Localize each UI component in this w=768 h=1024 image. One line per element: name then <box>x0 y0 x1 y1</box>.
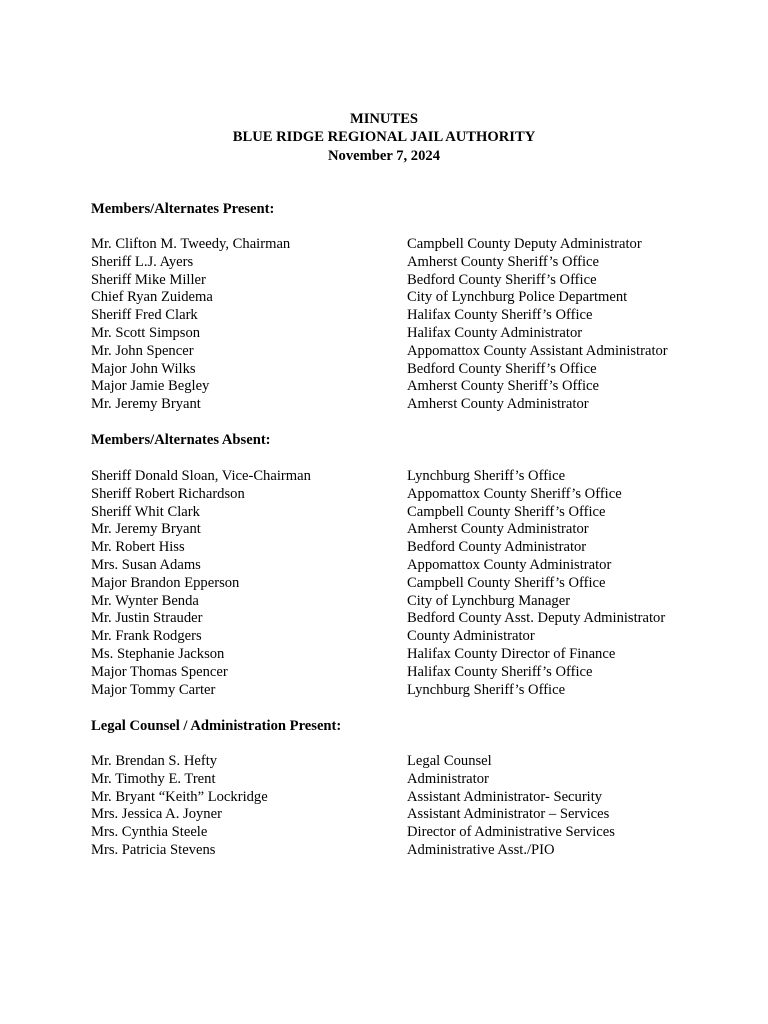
attendee-affiliation: Administrator <box>407 770 489 787</box>
attendee-name: Mrs. Cynthia Steele <box>91 824 208 841</box>
attendee-affiliation: Amherst County Administrator <box>407 521 589 538</box>
attendee-row <box>91 361 731 379</box>
attendee-row <box>91 575 731 593</box>
attendee-row <box>91 664 731 682</box>
attendee-affiliation: Administrative Asst./PIO <box>407 841 555 858</box>
attendee-affiliation: Halifax County Director of Finance <box>407 645 616 662</box>
present-heading: Members/Alternates Present: <box>91 201 275 217</box>
attendee-affiliation: Appomattox County Administrator <box>407 556 612 573</box>
document-header <box>0 110 768 165</box>
attendee-affiliation: Halifax County Sheriff’s Office <box>407 663 593 680</box>
attendee-affiliation: Assistant Administrator – Services <box>407 806 610 823</box>
attendee-name: Sheriff Donald Sloan, Vice-Chairman <box>91 468 311 484</box>
attendee-row <box>91 789 731 807</box>
attendee-name: Mrs. Jessica A. Joyner <box>91 806 222 823</box>
attendee-row <box>91 646 731 664</box>
attendee-row <box>91 682 731 700</box>
attendee-affiliation: Appomattox County Assistant Administrator <box>407 342 668 359</box>
attendee-row <box>91 378 731 396</box>
attendee-affiliation: Amherst County Sheriff’s Office <box>407 253 599 270</box>
attendee-affiliation: Campbell County Deputy Administrator <box>407 236 642 252</box>
meeting-date: November 7, 2024 <box>327 147 440 164</box>
attendee-name: Mr. Brendan S. Hefty <box>91 753 218 769</box>
attendee-affiliation: Bedford County Sheriff’s Office <box>407 360 597 377</box>
attendee-name: Sheriff Robert Richardson <box>91 485 245 502</box>
attendee-row <box>91 753 731 771</box>
attendee-name: Mr. Robert Hiss <box>91 539 185 556</box>
attendee-affiliation: Director of Administrative Services <box>407 824 615 841</box>
attendee-affiliation: Halifax County Administrator <box>407 324 583 341</box>
attendee-name: Mr. Scott Simpson <box>91 324 201 341</box>
attendee-row <box>91 842 731 860</box>
absent-list <box>91 468 731 699</box>
attendee-name: Sheriff Whit Clark <box>91 503 200 520</box>
attendee-name: Major Thomas Spencer <box>91 663 228 680</box>
attendee-row <box>91 254 731 272</box>
attendee-row <box>91 824 731 842</box>
legal-list <box>91 753 731 860</box>
attendee-affiliation: Lynchburg Sheriff’s Office <box>407 468 566 484</box>
absent-heading: Members/Alternates Absent: <box>91 432 271 448</box>
present-list <box>91 236 731 414</box>
attendee-name: Mr. Jeremy Bryant <box>91 521 201 538</box>
attendee-affiliation: Campbell County Sheriff’s Office <box>407 503 606 520</box>
attendee-affiliation: Bedford County Sheriff’s Office <box>407 271 597 288</box>
attendee-name: Mr. Justin Strauder <box>91 610 203 627</box>
attendee-row <box>91 806 731 824</box>
attendee-row <box>91 521 731 539</box>
attendee-affiliation: Lynchburg Sheriff’s Office <box>407 681 566 698</box>
attendee-name: Mr. John Spencer <box>91 342 194 359</box>
attendee-row <box>91 539 731 557</box>
attendee-name: Sheriff L.J. Ayers <box>91 253 194 270</box>
attendee-affiliation: County Administrator <box>407 628 535 645</box>
attendee-row <box>91 593 731 611</box>
attendee-name: Mr. Bryant “Keith” Lockridge <box>91 788 268 805</box>
attendee-affiliation: Campbell County Sheriff’s Office <box>407 574 606 591</box>
attendee-name: Major Brandon Epperson <box>91 574 240 591</box>
attendee-row <box>91 771 731 789</box>
attendee-row <box>91 557 731 575</box>
attendee-name: Mr. Clifton M. Tweedy, Chairman <box>91 236 291 252</box>
attendee-name: Major Jamie Begley <box>91 378 210 395</box>
attendee-affiliation: Bedford County Administrator <box>407 539 587 556</box>
attendee-row <box>91 236 731 254</box>
attendee-name: Mrs. Patricia Stevens <box>91 841 216 858</box>
attendee-affiliation: Assistant Administrator- Security <box>407 788 603 805</box>
attendee-affiliation: Amherst County Administrator <box>407 396 589 413</box>
attendee-name: Sheriff Mike Miller <box>91 271 206 288</box>
legal-heading: Legal Counsel / Administration Present: <box>91 718 342 734</box>
attendee-affiliation: Halifax County Sheriff’s Office <box>407 307 593 324</box>
attendee-row <box>91 468 731 486</box>
attendee-row <box>91 504 731 522</box>
attendee-name: Major Tommy Carter <box>91 681 216 698</box>
attendee-name: Ms. Stephanie Jackson <box>91 645 225 662</box>
attendee-name: Mrs. Susan Adams <box>91 556 201 573</box>
attendee-affiliation: City of Lynchburg Police Department <box>407 289 628 306</box>
attendee-affiliation: Amherst County Sheriff’s Office <box>407 378 599 395</box>
attendee-name: Mr. Wynter Benda <box>91 592 199 609</box>
attendee-name: Sheriff Fred Clark <box>91 307 198 324</box>
attendee-name: Mr. Frank Rodgers <box>91 628 202 645</box>
attendee-name: Chief Ryan Zuidema <box>91 289 213 306</box>
attendee-affiliation: Appomattox County Sheriff’s Office <box>407 485 622 502</box>
attendee-row <box>91 325 731 343</box>
attendee-row <box>91 307 731 325</box>
attendee-affiliation: City of Lynchburg Manager <box>407 592 571 609</box>
attendee-affiliation: Legal Counsel <box>407 753 492 769</box>
attendee-affiliation: Bedford County Asst. Deputy Administrator <box>407 610 666 627</box>
attendee-name: Mr. Jeremy Bryant <box>91 396 201 413</box>
attendee-row <box>91 628 731 646</box>
attendee-row <box>91 610 731 628</box>
attendee-row <box>91 272 731 290</box>
attendee-name: Mr. Timothy E. Trent <box>91 770 216 787</box>
document-title: MINUTES <box>349 111 419 127</box>
attendee-row <box>91 396 731 414</box>
attendee-row <box>91 343 731 361</box>
attendee-row <box>91 486 731 504</box>
attendee-row <box>91 289 731 307</box>
attendee-name: Major John Wilks <box>91 360 196 377</box>
organization-name: BLUE RIDGE REGIONAL JAIL AUTHORITY <box>232 129 536 146</box>
